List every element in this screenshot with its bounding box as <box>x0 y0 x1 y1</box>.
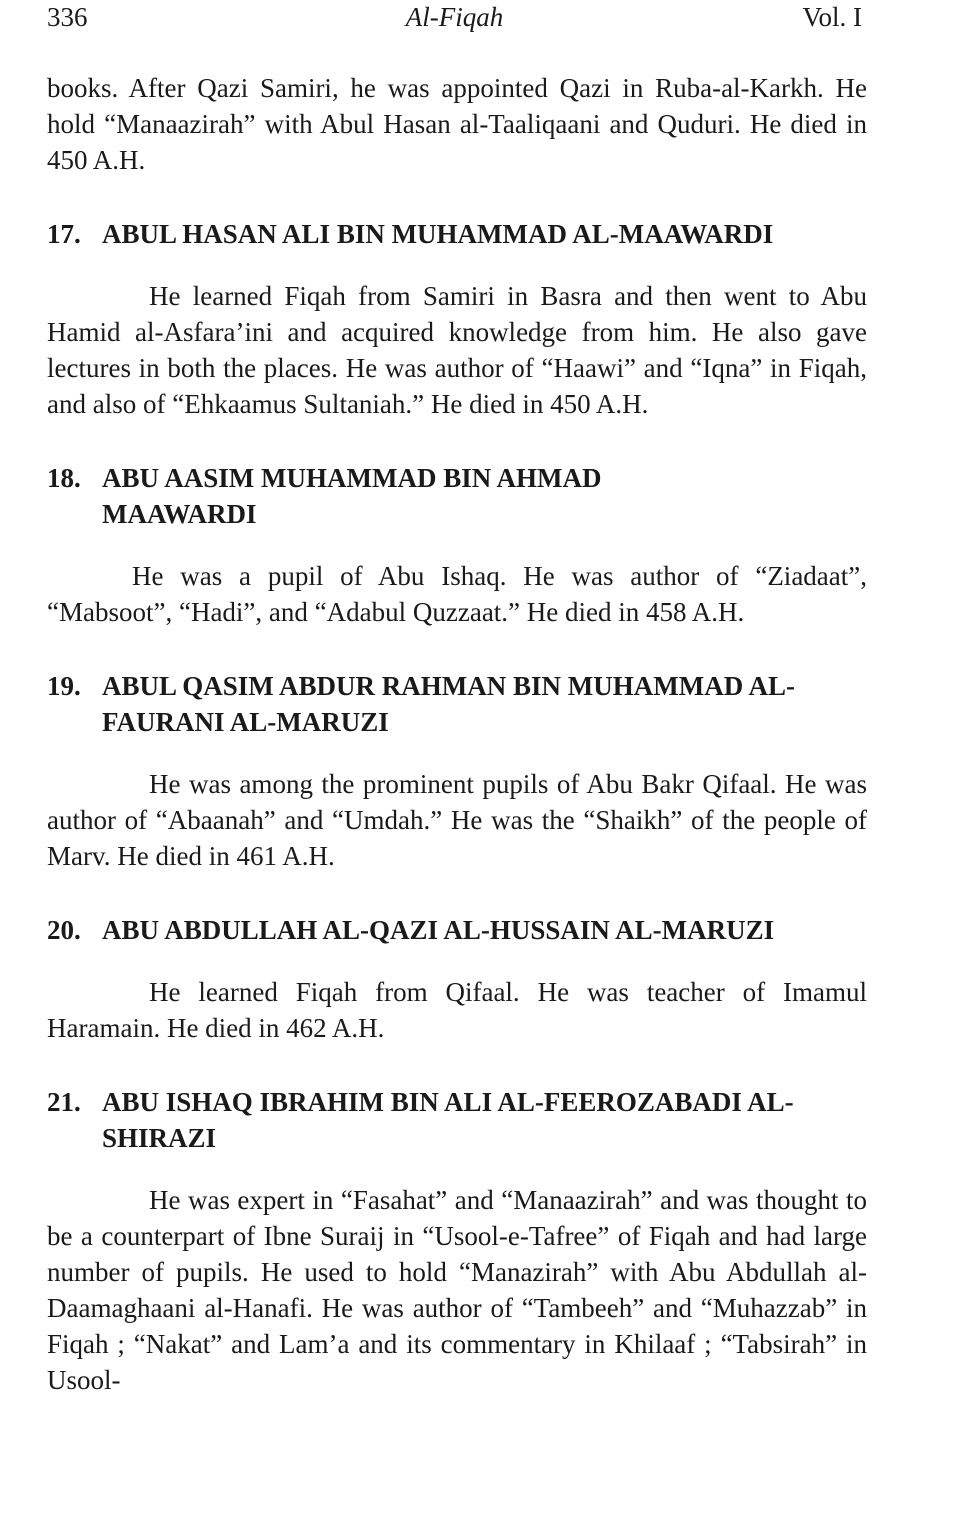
section-title: ABU ABDULLAH AL-QAZI AL-HUSSAIN AL-MARUZI <box>102 915 775 945</box>
section-number: 21. <box>47 1087 81 1117</box>
section-heading <box>47 460 867 532</box>
section-paragraph: He was expert in “Fasahat” and “Manaazirah” and was thought to be a counterpart of Ibne Suraij in “Usool-e-Tafree” of Fiqah and had large number of pupils. He used to hold “Manazirah” with Abu Abdullah al-Daamaghaani al-Hanafi. He was author of “Tambeeh” and “Muhazzab” in Fiqah ; “Nakat” and Lam’a and its commentary in Khilaaf ; “Tabsirah” in Usool- <box>47 1185 867 1395</box>
book-title: Al-Fiqah <box>405 2 504 32</box>
section-heading <box>47 1084 867 1156</box>
section-19 <box>47 668 867 874</box>
section-heading <box>47 216 867 252</box>
section-title: ABU ISHAQ IBRAHIM BIN ALI AL-FEEROZABADI AL-SHIRAZI <box>102 1087 794 1153</box>
section-heading <box>47 912 867 948</box>
section-18 <box>47 460 867 630</box>
page-body <box>47 70 867 1398</box>
section-title: ABU AASIM MUHAMMAD BIN AHMAD MAAWARDI <box>102 463 602 529</box>
section-20 <box>47 912 867 1046</box>
section-paragraph: He was a pupil of Abu Ishaq. He was author of “Ziadaat”, “Mabsoot”, “Hadi”, and “Adabul Quzzaat.” He died in 458 A.H. <box>47 561 867 627</box>
section-heading <box>47 668 867 740</box>
section-title: ABUL QASIM ABDUR RAHMAN BIN MUHAMMAD AL-FAURANI AL-MARUZI <box>102 671 795 737</box>
section-paragraph: He was among the prominent pupils of Abu Bakr Qifaal. He was author of “Abaanah” and “Umdah.” He was the “Shaikh” of the people of Marv. He died in 461 A.H. <box>47 769 867 871</box>
volume-label: Vol. I <box>802 2 862 32</box>
page-header <box>47 0 862 40</box>
section-number: 19. <box>47 671 81 701</box>
section-paragraph: He learned Fiqah from Qifaal. He was teacher of Imamul Haramain. He died in 462 A.H. <box>47 977 867 1043</box>
section-17 <box>47 216 867 422</box>
page-number: 336 <box>47 2 88 32</box>
intro-paragraph: books. After Qazi Samiri, he was appointed Qazi in Ruba-al-Karkh. He hold “Manaazirah” with Abul Hasan al-Taaliqaani and Quduri. He died in 450 A.H. <box>47 73 867 175</box>
section-paragraph: He learned Fiqah from Samiri in Basra and then went to Abu Hamid al-Asfara’ini and acquired knowledge from him. He also gave lectures in both the places. He was author of “Haawi” and “Iqna” in Fiqah, and also of “Ehkaamus Sultaniah.” He died in 450 A.H. <box>47 281 867 419</box>
section-number: 18. <box>47 463 81 493</box>
section-number: 20. <box>47 915 81 945</box>
section-title: ABUL HASAN ALI BIN MUHAMMAD AL-MAAWARDI <box>102 219 774 249</box>
section-number: 17. <box>47 219 81 249</box>
section-21 <box>47 1084 867 1398</box>
